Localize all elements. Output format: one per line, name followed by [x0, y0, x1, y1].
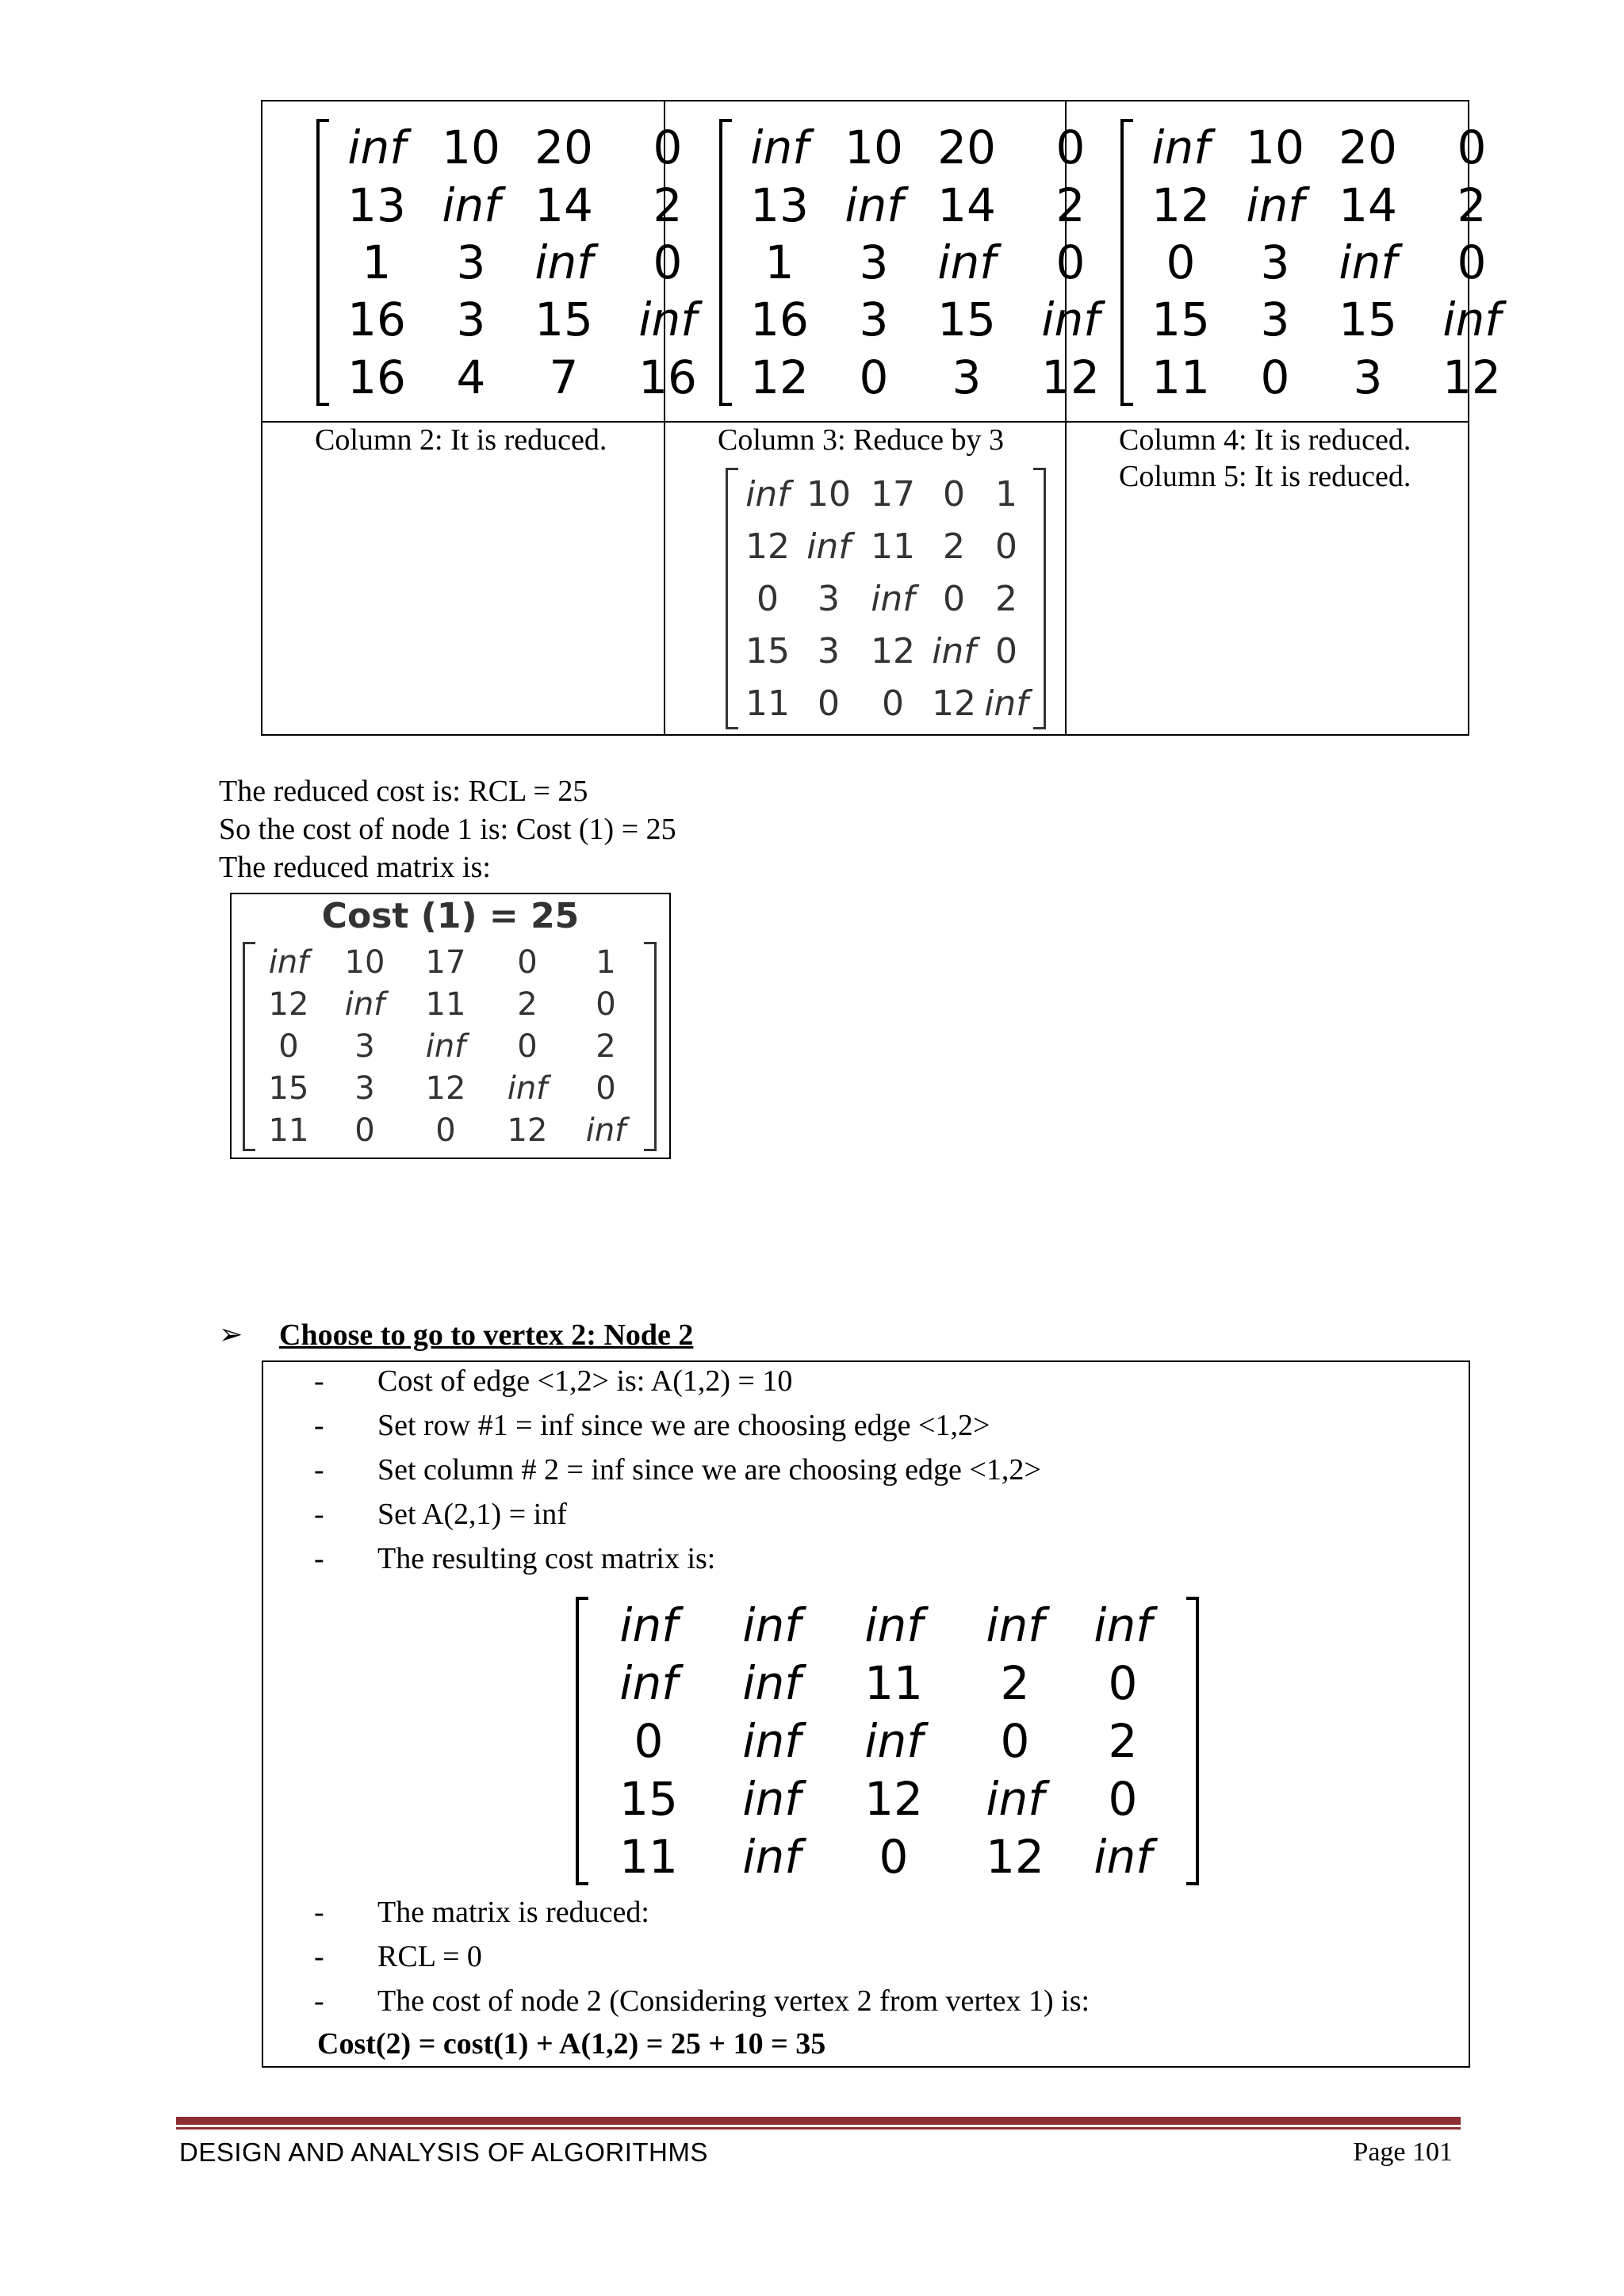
matrix-cell: inf: [1339, 235, 1397, 289]
matrix-cell: 12: [750, 350, 809, 404]
matrix-cell-2: [665, 101, 1100, 421]
dash-bullet: -: [314, 1364, 324, 1398]
matrix-cell: 16: [347, 293, 406, 347]
matrix-cell: 0: [354, 1112, 375, 1149]
matrix-cell: 14: [1339, 178, 1397, 232]
reduced-matrix: [733, 468, 1035, 729]
matrix-cell: inf: [1246, 178, 1304, 232]
matrix-cell: inf: [585, 1112, 626, 1149]
matrix-cell: 0: [1055, 235, 1086, 289]
matrix-cell: 15: [937, 293, 996, 347]
matrix-cell: 3: [1260, 293, 1290, 347]
matrix-cell: 0: [882, 683, 904, 724]
matrix-cell: 1: [596, 944, 616, 982]
list-item-text: RCL = 0: [377, 1940, 482, 1973]
matrix-table: [261, 100, 1501, 736]
matrix-cell: 0: [1457, 235, 1487, 289]
matrix-cell: 0: [1108, 1771, 1138, 1826]
matrix-cell: 0: [1108, 1656, 1138, 1711]
dash-bullet: -: [314, 1896, 324, 1929]
bracket: [1186, 1597, 1199, 1885]
matrix-cell: 4: [456, 350, 486, 404]
matrix-cell: 0: [517, 1027, 538, 1065]
matrix-cell: 12: [871, 630, 915, 672]
matrix-cell: 2: [517, 986, 538, 1024]
caption-column-5: Column 5: It is reduced.: [1119, 460, 1411, 493]
page-number: Page 101: [1353, 2137, 1453, 2167]
matrix-cell: 12: [745, 526, 790, 567]
matrix-cell: 10: [442, 121, 500, 175]
dash-bullet: -: [314, 1498, 324, 1531]
matrix-cell: 3: [354, 1070, 375, 1107]
matrix-cell: 2: [1457, 178, 1487, 232]
matrix-cell: inf: [742, 1656, 801, 1711]
matrix-cell: 3: [859, 235, 889, 289]
matrix-cell: 12: [507, 1112, 548, 1149]
matrix-cell: inf: [745, 473, 790, 515]
matrix-cell: 1: [764, 235, 795, 289]
caption-column-2: Column 2: It is reduced.: [315, 423, 607, 457]
list-item-text: The cost of node 2 (Considering vertex 2 from vertex 1) is:: [377, 1984, 1090, 2018]
matrix-cell: 12: [1041, 350, 1100, 404]
matrix-cell: inf: [750, 121, 809, 175]
matrix-cell: 14: [937, 178, 996, 232]
matrix-cell: 7: [549, 350, 579, 404]
list-item-text: Cost of edge <1,2> is: A(1,2) = 10: [377, 1364, 793, 1398]
matrix-cell: 0: [517, 944, 538, 982]
matrix-cell: inf: [742, 1771, 801, 1826]
matrix-cell: inf: [845, 178, 903, 232]
matrix-cell: 10: [344, 944, 385, 982]
matrix-cell: inf: [442, 178, 500, 232]
list-item-text: Set A(2,1) = inf: [377, 1498, 567, 1531]
matrix-cell: 15: [534, 293, 593, 347]
matrix-cell: 10: [1246, 121, 1304, 175]
matrix-cell: inf: [347, 121, 406, 175]
matrix-cell: inf: [619, 1656, 678, 1711]
matrix-cell: inf: [534, 235, 593, 289]
matrix-cell: inf: [986, 1771, 1044, 1826]
matrix-cell: 12: [864, 1771, 923, 1826]
matrix-cell: 3: [1260, 235, 1290, 289]
paragraph-rcl: The reduced cost is: RCL = 25: [219, 775, 588, 808]
matrix-cell: inf: [1442, 293, 1501, 347]
cost-matrix: [729, 119, 1125, 406]
resulting-cost-matrix: [587, 1597, 1170, 1885]
matrix-cell: 11: [1151, 350, 1210, 404]
matrix-cell: 0: [653, 235, 683, 289]
matrix-cell: 11: [619, 1829, 678, 1884]
matrix-cell: 0: [995, 526, 1017, 567]
matrix-cell: 2: [943, 526, 965, 567]
matrix-cell: 17: [425, 944, 466, 982]
matrix-cell: 0: [879, 1829, 909, 1884]
matrix-cell: 16: [638, 350, 697, 404]
matrix-cell: 20: [534, 121, 593, 175]
footer-rule: [176, 2127, 1461, 2130]
matrix-cell: 13: [347, 178, 406, 232]
matrix-cell: 0: [1166, 235, 1196, 289]
matrix-cell: 20: [1339, 121, 1397, 175]
footer-title: DESIGN AND ANALYSIS OF ALGORITHMS: [179, 2137, 708, 2167]
matrix-cell: 2: [596, 1027, 616, 1065]
matrix-cell: 0: [596, 986, 616, 1024]
matrix-cell-3: [1067, 101, 1501, 421]
matrix-cell: 2: [653, 178, 683, 232]
matrix-cell: inf: [638, 293, 697, 347]
bracket: [1033, 468, 1046, 729]
matrix-cell: inf: [932, 630, 976, 672]
matrix-cell: 12: [425, 1070, 466, 1107]
dash-bullet: -: [314, 1453, 324, 1487]
dash-bullet: -: [314, 1542, 324, 1575]
matrix-cell: 0: [634, 1713, 664, 1768]
dash-bullet: -: [314, 1984, 324, 2018]
matrix-cell: 2: [1055, 178, 1086, 232]
matrix-cell: inf: [1151, 121, 1210, 175]
bracket: [644, 942, 657, 1151]
caption-column-3: Column 3: Reduce by 3: [718, 423, 1004, 457]
cost-title: Cost (1) = 25: [321, 896, 580, 936]
matrix-cell: inf: [742, 1598, 801, 1653]
matrix-cell: 10: [845, 121, 903, 175]
dash-bullet: -: [314, 1409, 324, 1442]
matrix-cell: 0: [943, 473, 965, 515]
matrix-cell: 10: [806, 473, 851, 515]
matrix-cell: 0: [1260, 350, 1290, 404]
matrix-cell: 15: [268, 1070, 309, 1107]
matrix-cell: 20: [937, 121, 996, 175]
matrix-cell: 11: [745, 683, 790, 724]
matrix-cell: 0: [943, 578, 965, 619]
caption-column-4: Column 4: It is reduced.: [1119, 423, 1411, 457]
matrix-cell: 0: [859, 350, 889, 404]
paragraph-reduced-matrix: The reduced matrix is:: [219, 851, 491, 884]
matrix-cell: 12: [1442, 350, 1501, 404]
matrix-cell: 16: [347, 350, 406, 404]
matrix-cell: 12: [268, 986, 309, 1024]
matrix-cell: inf: [1094, 1598, 1152, 1653]
matrix-cell: inf: [1094, 1829, 1152, 1884]
matrix-cell: 1: [362, 235, 392, 289]
matrix-cell: 16: [750, 293, 809, 347]
cost-matrix: [326, 119, 722, 406]
matrix-cell: 11: [425, 986, 466, 1024]
matrix-cell: inf: [864, 1598, 923, 1653]
matrix-cell: 2: [1108, 1713, 1138, 1768]
matrix-cell: 15: [619, 1771, 678, 1826]
matrix-cell: 12: [986, 1829, 1044, 1884]
matrix-cell: 3: [456, 235, 486, 289]
matrix-cell: 0: [1055, 121, 1086, 175]
matrix-cell: 0: [1000, 1713, 1030, 1768]
matrix-cell: 15: [745, 630, 790, 672]
matrix-cell: 13: [750, 178, 809, 232]
matrix-cell: inf: [1041, 293, 1100, 347]
matrix-cell: 14: [534, 178, 593, 232]
matrix-cell: inf: [864, 1713, 923, 1768]
matrix-cell: inf: [268, 944, 309, 982]
node-2-box: [262, 1360, 1470, 2068]
matrix-cell: inf: [507, 1070, 548, 1107]
matrix-cell: 12: [1151, 178, 1210, 232]
matrix-cell: inf: [619, 1598, 678, 1653]
arrow-bullet-icon: ➢: [219, 1318, 243, 1351]
matrix-cell: 0: [278, 1027, 299, 1065]
list-item-text: The matrix is reduced:: [377, 1896, 649, 1929]
matrix-cell: 0: [653, 121, 683, 175]
matrix-cell: 2: [995, 578, 1017, 619]
matrix-cell: 0: [1457, 121, 1487, 175]
matrix-cell: inf: [871, 578, 915, 619]
matrix-cell: 3: [1353, 350, 1383, 404]
list-item-text: The resulting cost matrix is:: [377, 1542, 716, 1575]
matrix-cell: 3: [818, 630, 840, 672]
matrix-cell: 2: [1000, 1656, 1030, 1711]
matrix-cell: 11: [871, 526, 915, 567]
matrix-cell: 0: [435, 1112, 456, 1149]
matrix-cell: inf: [806, 526, 851, 567]
cost-matrix: [1130, 119, 1526, 406]
section-title: Choose to go to vertex 2: Node 2: [279, 1318, 694, 1352]
matrix-cell: 12: [932, 683, 976, 724]
matrix-cell: 3: [952, 350, 982, 404]
matrix-cell: 0: [756, 578, 779, 619]
dash-bullet: -: [314, 1940, 324, 1973]
matrix-cell: 3: [456, 293, 486, 347]
matrix-cell: 11: [268, 1112, 309, 1149]
cost-node-2-result: Cost(2) = cost(1) + A(1,2) = 25 + 10 = 35: [317, 2027, 826, 2061]
matrix-cell: inf: [425, 1027, 466, 1065]
matrix-cell: inf: [984, 683, 1028, 724]
matrix-cell-1: [262, 101, 697, 421]
matrix-cell: inf: [986, 1598, 1044, 1653]
footer-rule: [176, 2117, 1461, 2125]
list-item-text: Set column # 2 = inf since we are choosing edge <1,2>: [377, 1453, 1041, 1487]
matrix-cell: inf: [742, 1829, 801, 1884]
matrix-cell: 15: [1339, 293, 1397, 347]
matrix-cell: 1: [995, 473, 1017, 515]
matrix-cell: 0: [818, 683, 840, 724]
cost-matrix: [247, 942, 649, 1151]
matrix-cell: 0: [995, 630, 1017, 672]
cost-1-figure: [230, 893, 671, 1159]
matrix-cell: 0: [596, 1070, 616, 1107]
matrix-cell: 11: [864, 1656, 923, 1711]
matrix-cell: 15: [1151, 293, 1210, 347]
matrix-cell: 3: [818, 578, 840, 619]
matrix-cell: 17: [871, 473, 915, 515]
matrix-cell: 3: [859, 293, 889, 347]
matrix-cell: inf: [742, 1713, 801, 1768]
matrix-cell: 3: [354, 1027, 375, 1065]
paragraph-cost-node-1: So the cost of node 1 is: Cost (1) = 25: [219, 813, 676, 846]
matrix-cell: inf: [344, 986, 385, 1024]
matrix-cell: inf: [937, 235, 996, 289]
list-item-text: Set row #1 = inf since we are choosing edge <1,2>: [377, 1409, 990, 1442]
